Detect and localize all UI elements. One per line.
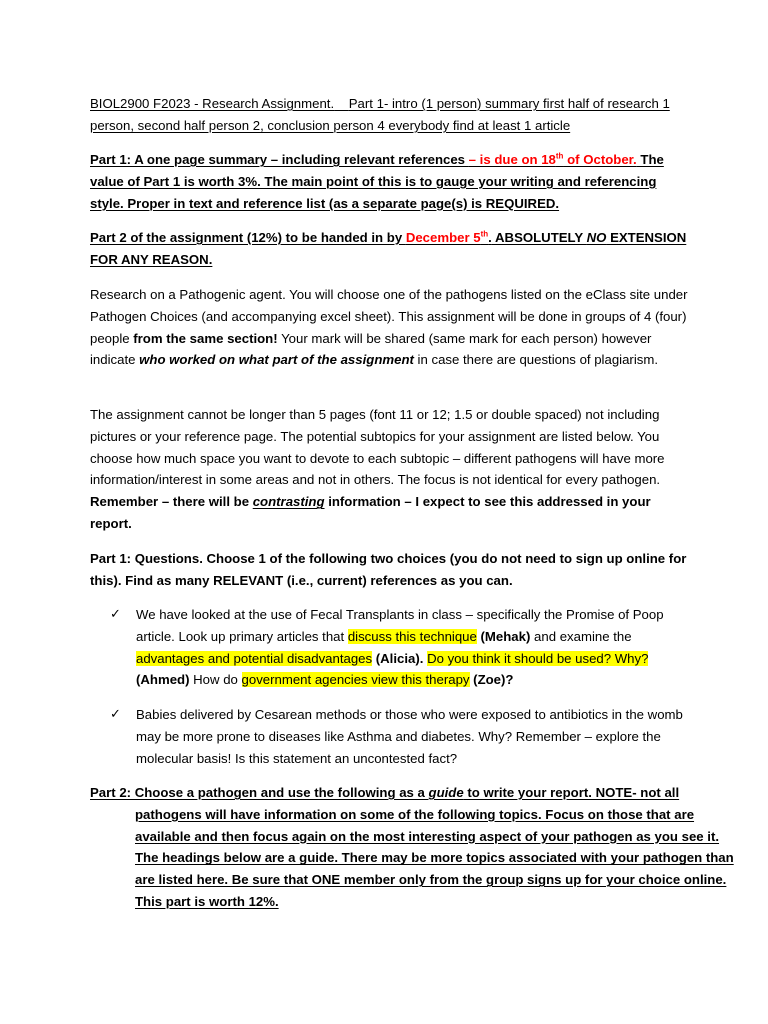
part2-due-paragraph: Part 2 of the assignment (12%) to be handed in by December 5th. ABSOLUTELY NO EXTENSION FOR ANY REASON.	[90, 229, 687, 267]
part1-due-paragraph: Part 1: A one page summary – including relevant references – is due on 18th of October. The value of Part 1 is worth 3%. The main point of this is to gauge your writing and referencing style. Proper in text and reference list (as a separate page(s) is REQUIRED.	[90, 151, 664, 211]
due-date-part2: December 5th	[405, 229, 489, 245]
checkmark-icon: ✓	[110, 607, 121, 622]
checkmark-icon: ✓	[110, 707, 121, 722]
course-title: BIOL2900 F2023 - Research Assignment.	[90, 96, 335, 111]
research-paragraph: Research on a Pathogenic agent. You will choose one of the pathogens listed on the eClass site under Pathogen Choices (and accompanying excel sheet). This assignment will be done in groups of 4 (four) people from the same section! Your mark will be shared (same mark for each person) however indicate who worked on what part of the assignment in case there are questions of plagiarism.	[90, 287, 688, 368]
header-note: Part 1- intro (1 person) summary first half of research 1 person, second half person 2, conclusion person 4 everybody find at least 1 article	[90, 96, 670, 133]
list-item-cesarean: ✓ Babies delivered by Cesarean methods or those who were exposed to antibiotics in the womb may be more prone to diseases like Asthma and diabetes. Why? Remember – explore the molecular basis! Is this statement an uncontested fact?	[90, 704, 690, 770]
header-line	[90, 93, 690, 137]
part1-questions-heading: Part 1: Questions. Choose 1 of the following two choices (you do not need to sign up online for this). Find as many RELEVANT (i.e., current) references as you can.	[90, 551, 687, 588]
list-item-fecal-transplants: ✓ We have looked at the use of Fecal Transplants in class – specifically the Promise of Poop article. Look up primary articles that discuss this technique (Mehak) and examine the advantages and potential disadvantages (Alicia). Do you think it should be used? Why? (Ahmed) How do government agencies view this therapy (Zoe)?	[90, 604, 690, 692]
part2-guide-paragraph: Part 2: Choose a pathogen and use the following as a guide to write your report. NOTE- not all pathogens will have information on some of the following topics. Focus on those that are available and then focus again on the most interesting aspect of your pathogen as you see it. The headings below are a guide. There may be more topics associated with your pathogen than are listed here. Be sure that ONE member only from the group signs up for your choice online. This part is worth 12%.	[90, 785, 734, 909]
length-paragraph: The assignment cannot be longer than 5 pages (font 11 or 12; 1.5 or double spaced) not including pictures or your reference page. The potential subtopics for your assignment are listed below. You choose how much space you want to devote to each subtopic – different pathogens will have more information/interest in some areas and not in others. The focus is not identical for every pathogen. Remember – there will be contrasting information – I expect to see this addressed in your report.	[90, 407, 665, 531]
due-date-part1: – is due on 18th of October.	[468, 151, 637, 167]
